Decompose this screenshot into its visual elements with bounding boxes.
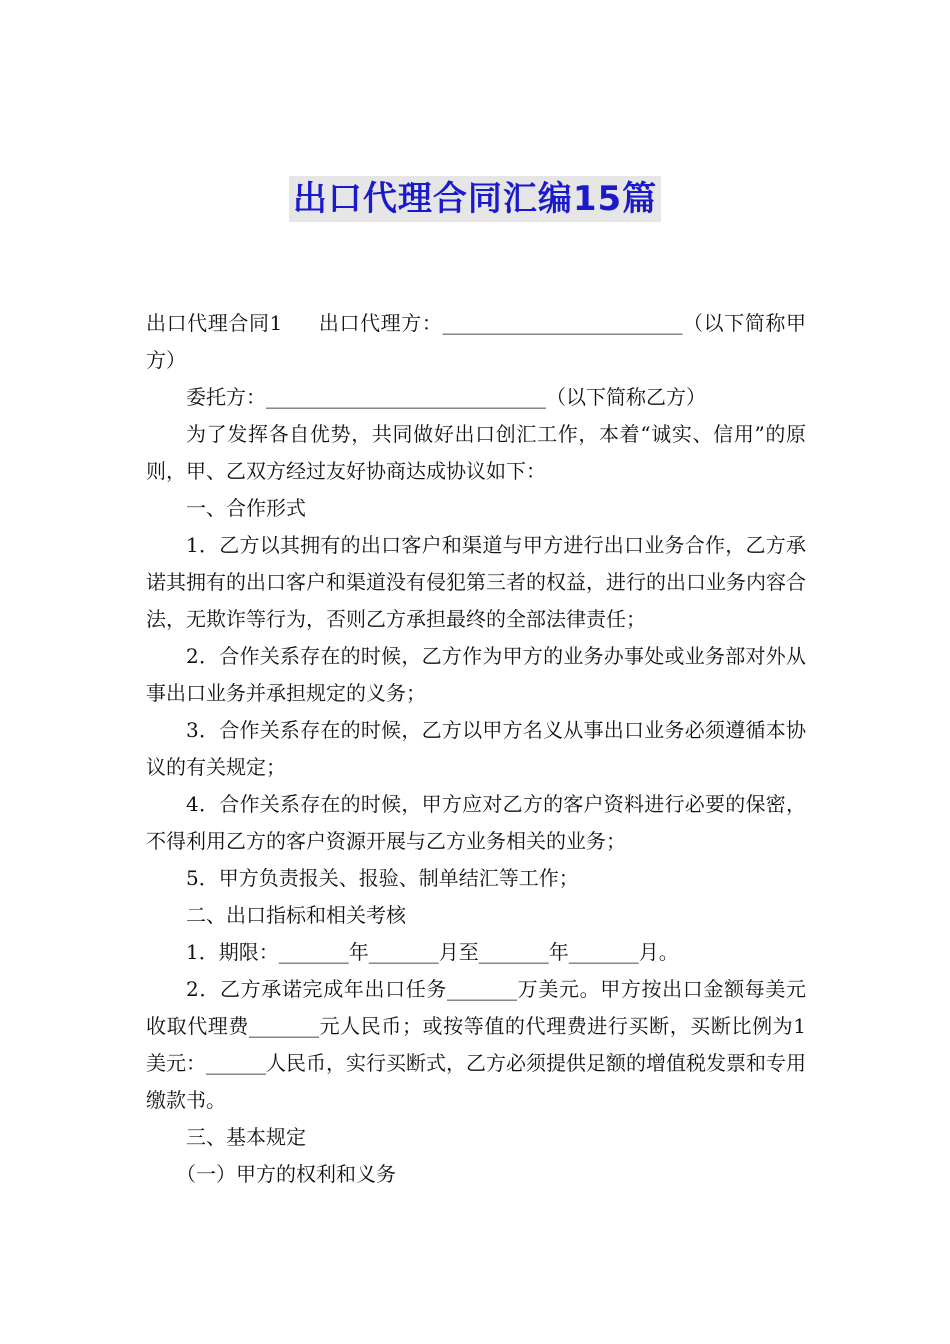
section-heading-2: 二、出口指标和相关考核 — [186, 903, 406, 927]
subsection-heading-3-1: （一）甲方的权利和义务 — [176, 1162, 396, 1186]
clause-1-3: 3．合作关系存在的时候，乙方以甲方名义从事出口业务必须遵循本协议的有关规定； — [146, 718, 806, 779]
clause-1-5: 5．甲方负责报关、报验、制单结汇等工作； — [186, 866, 579, 890]
section-heading-1: 一、合作形式 — [186, 496, 306, 520]
clause-1-4: 4．合作关系存在的时候，甲方应对乙方的客户资料进行必要的保密，不得利用乙方的客户资源开展与乙方业务相关的业务； — [146, 792, 806, 853]
clause-2-2: 2．乙方承诺完成年出口任务_______万美元。甲方按出口金额每美元收取代理费_______元人民币；或按等值的代理费进行买断，买断比例为1美元：______人民币，实行买断式，乙方必须提供足额的增值税发票和专用缴款书。 — [146, 977, 806, 1112]
paragraph-client: 委托方：____________________________（以下简称乙方） — [186, 385, 706, 409]
clause-2-1: 1．期限：_______年_______月至_______年_______月。 — [186, 940, 679, 964]
clause-1-1: 1．乙方以其拥有的出口客户和渠道与甲方进行出口业务合作，乙方承诺其拥有的出口客户和渠道没有侵犯第三者的权益，进行的出口业务内容合法，无欺诈等行为，否则乙方承担最终的全部法律责任； — [146, 533, 806, 631]
contract-number-label: 出口代理合同1 — [146, 311, 283, 335]
section-heading-3: 三、基本规定 — [186, 1125, 306, 1149]
document-title: 出口代理合同汇编15篇 — [289, 176, 661, 222]
document-body — [146, 305, 806, 1193]
clause-1-2: 2．合作关系存在的时候，乙方作为甲方的业务办事处或业务部对外从事出口业务并承担规定的义务； — [146, 644, 806, 705]
title-container — [0, 176, 950, 222]
paragraph-preamble: 为了发挥各自优势，共同做好出口创汇工作，本着“诚实、信用”的原则，甲、乙双方经过友好协商达成协议如下： — [146, 422, 806, 483]
paragraph-contract-header — [146, 305, 806, 379]
export-agent-line: 出口代理方：________________________（以下简称甲方） — [146, 311, 807, 372]
